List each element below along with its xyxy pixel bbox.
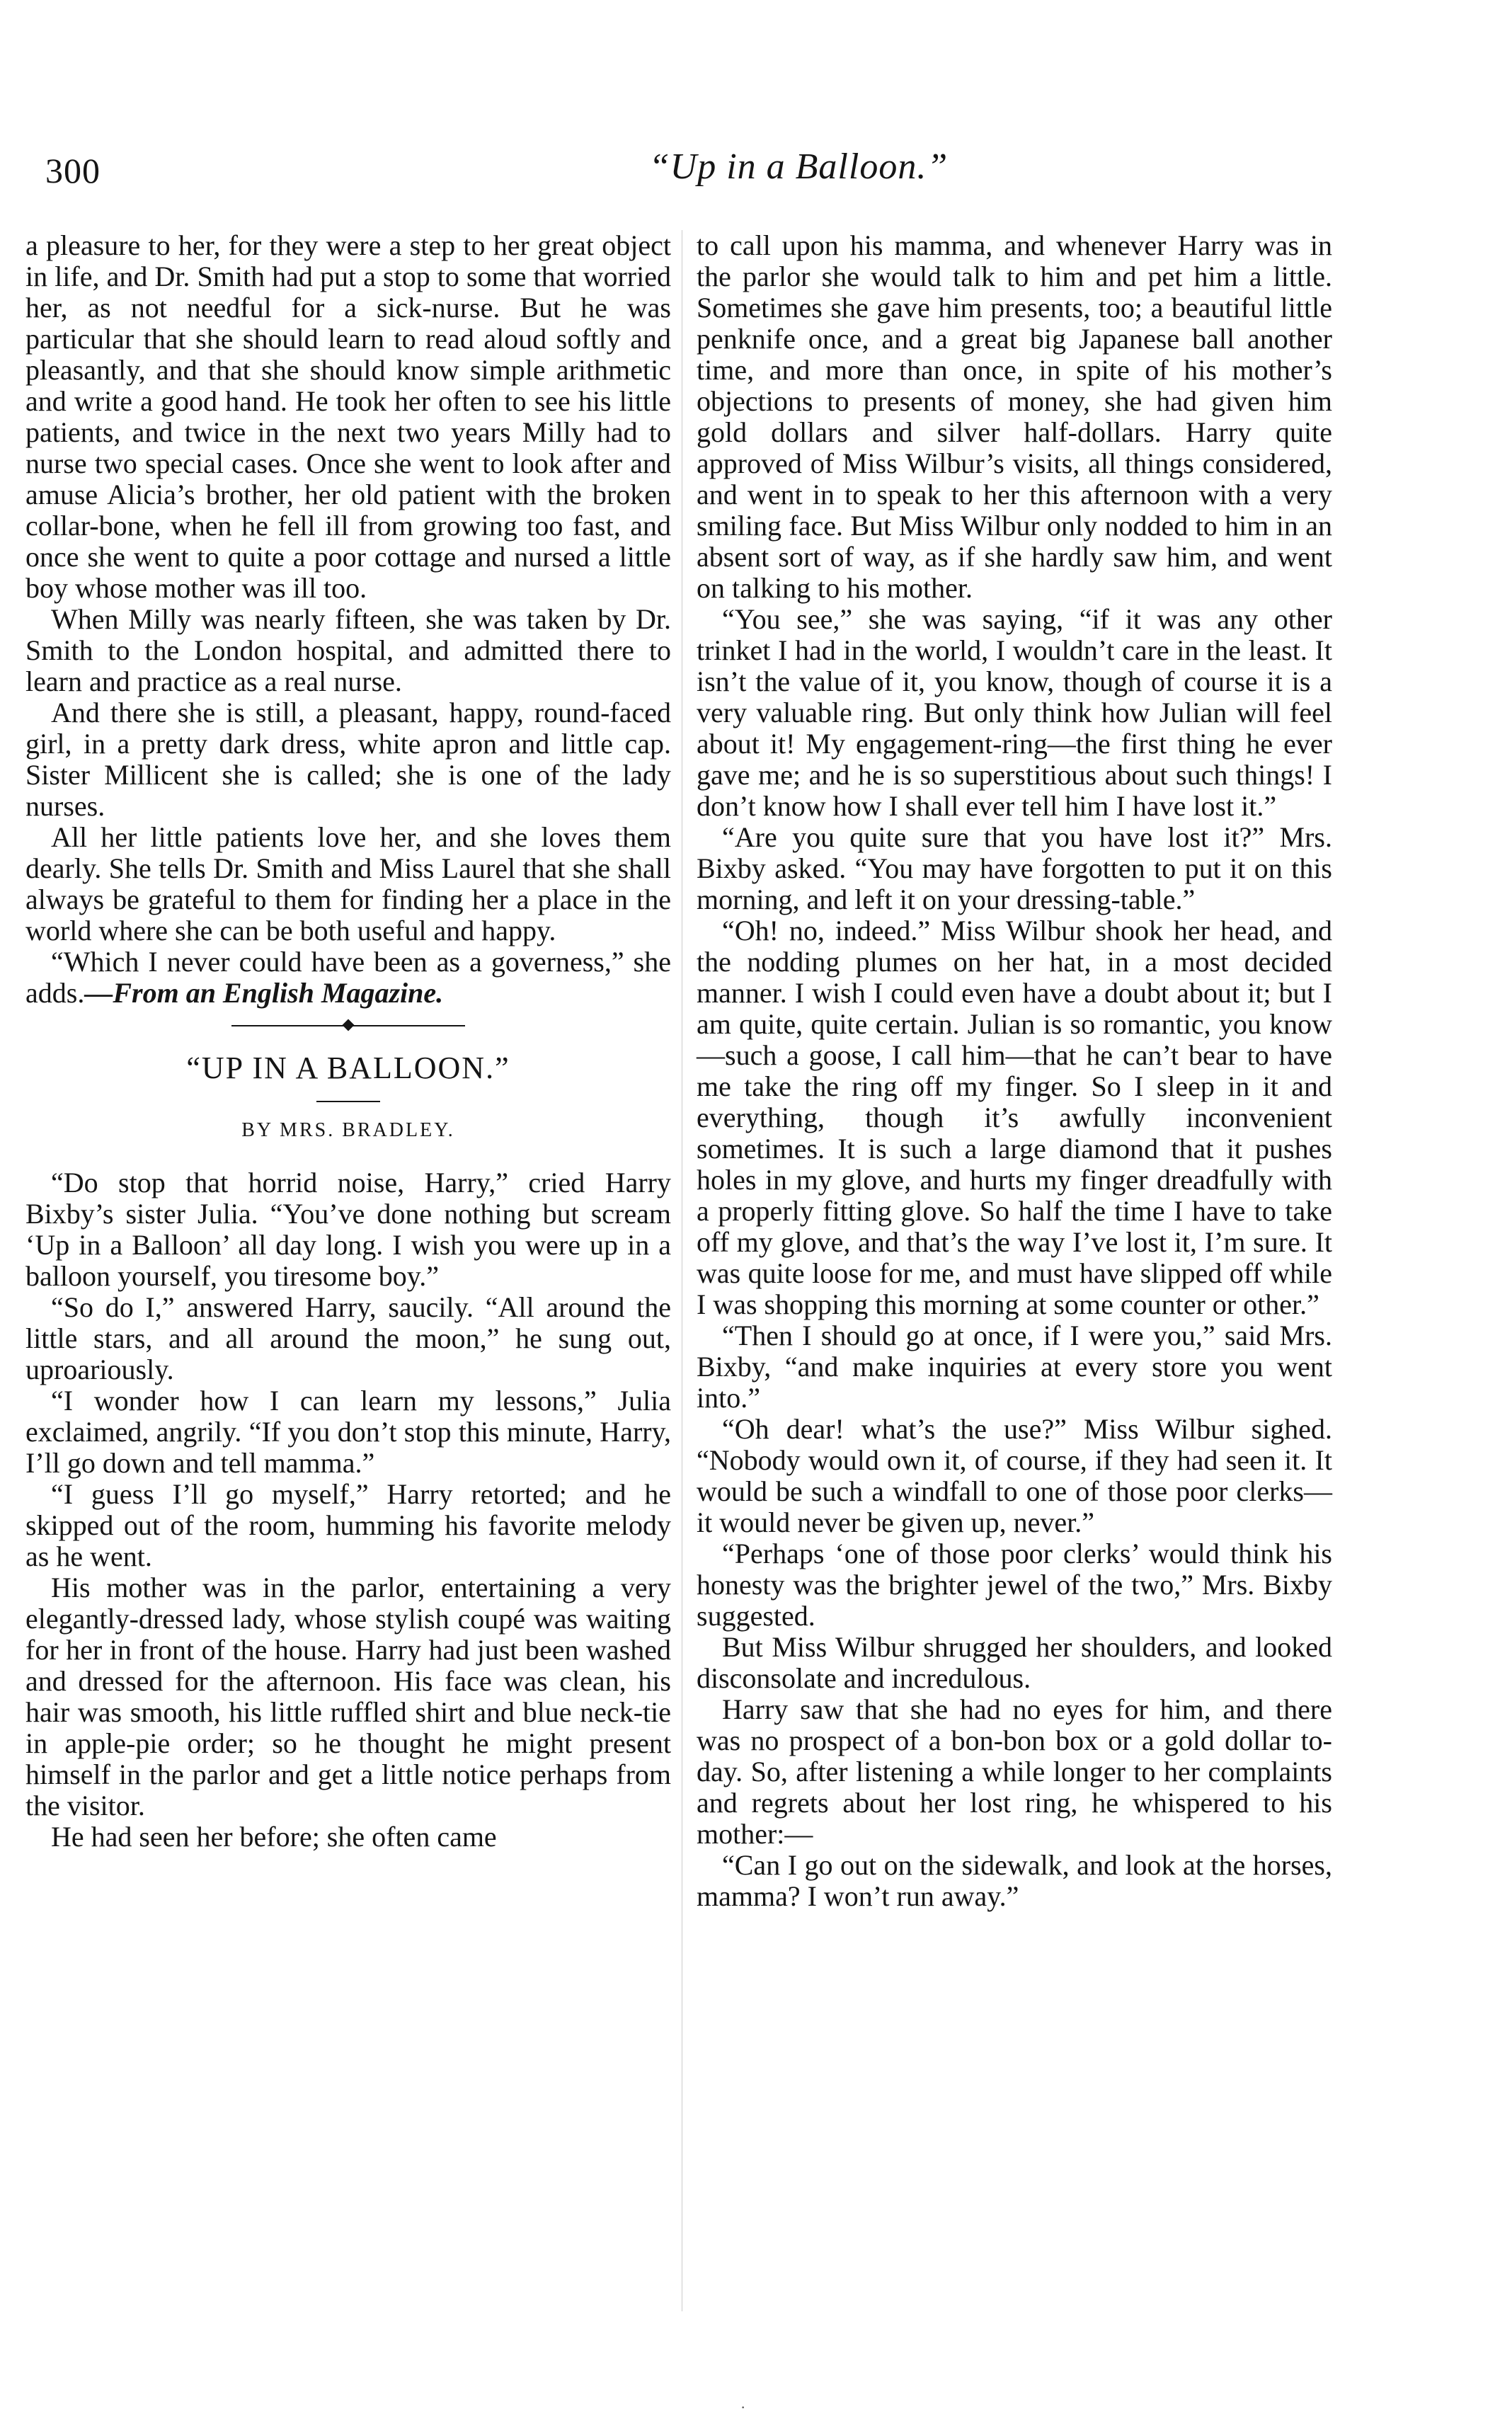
paragraph: “I guess I’ll go myself,” Harry retorted; and he skipped out of the room, humming his favorite melody as he went. [25,1478,671,1572]
paragraph: “Oh dear! what’s the use?” Miss Wilbur sighed. “Nobody would own it, of course, if they had seen it. It would be such a windfall to one of those poor clerks—it would never be given up, never.” [697,1413,1332,1538]
paragraph: a pleasure to her, for they were a step to her great object in life, and Dr. Smith had put a stop to some that worried her, as not needful for a sick-nurse. But he was particular that she should learn to read aloud softly and pleasantly, and that she should know simple arithmetic and write a good hand. He took her often to see his little patients, and twice in the next two years Milly had to nurse two special cases. Once she went to look after and amuse Alicia’s brother, her old patient with the broken collar-bone, when he fell ill from growing too fast, and once she went to quite a poor cottage and nursed a little boy whose mother was ill too. [25,229,671,604]
paragraph: “So do I,” answered Harry, saucily. “All around the little stars, and all around the moon,” he sung out, uproariously. [25,1291,671,1385]
right-column [697,230,1332,1912]
paragraph: When Milly was nearly fifteen, she was taken by Dr. Smith to the London hospital, and admitted there to learn and practice as a real nurse. [25,603,671,697]
paragraph [25,946,671,1009]
paragraph: All her little patients love her, and she loves them dearly. She tells Dr. Smith and Miss Laurel that she shall always be grateful to them for finding her a place in the world where she can be both useful and happy. [25,821,671,946]
paragraph: Harry saw that she had no eyes for him, and there was no prospect of a bon-bon box or a gold dollar to-day. So, after listening a while longer to her complaints and regrets about her lost ring, he whispered to his mother:— [697,1693,1332,1850]
diamond-ornament-icon [343,1019,355,1031]
paragraph: “I wonder how I can learn my lessons,” Julia exclaimed, angrily. “If you don’t stop this minute, Harry, I’ll go down and tell mamma.” [25,1385,671,1479]
paragraph: He had seen her before; she often came [51,1821,497,1853]
paragraph: “Are you quite sure that you have lost it?” Mrs. Bixby asked. “You may have forgotten to put it on this morning, and left it on your dressing-table.” [697,821,1332,915]
paragraph-text: “Which I never could have been as a governess,” she adds. [25,946,671,1009]
column-divider [682,230,683,2311]
paragraph: “Oh! no, indeed.” Miss Wilbur shook her head, and the nodding plumes on her hat, in a most decided manner. I wish I could even have a doubt about it; but I am quite, quite certain. Julian is so romantic, you know—such a goose, I call him—that he can’t bear to have me take the ring off my finger. So I sleep in it and everything, though it’s awfully inconvenient sometimes. It is such a large diamond that it pushes holes in my glove, and hurts my finger dreadfully with a properly fitting glove. So half the time I have to take off my glove, and that’s the way I’ve lost it, I’m sure. It was quite loose for me, and must have slipped off while I was shopping this morning at some counter or other.” [697,915,1332,1320]
paragraph: His mother was in the parlor, entertaining a very elegantly-dressed lady, whose stylish coupé was waiting for her in front of the house. Harry had just been washed and dressed for the afternoon. His face was clean, his hair was smooth, his little ruffled shirt and blue neck-tie in apple-pie order; so he thought he might present himself in the parlor and get a little notice perhaps from the visitor. [25,1572,671,1821]
paragraph: “Then I should go at once, if I were you,” said Mrs. Bixby, “and make inquiries at every store you went into.” [697,1320,1332,1414]
print-speck: · [740,2398,746,2416]
page-number: 300 [45,151,101,190]
left-column [25,230,671,1853]
title-rule [316,1101,380,1102]
paragraph: to call upon his mamma, and whenever Harry was in the parlor she would talk to him and pet him a little. Sometimes she gave him presents, too; a beautiful little penknife once, and a great big Japanese ball another time, and more than once, in spite of his mother’s objections to presents of money, she had given him gold dollars and silver half-dollars. Harry quite approved of Miss Wilbur’s visits, all things considered, and went in to speak to her this afternoon with a very smiling face. But Miss Wilbur only nodded to him in an absent sort of way, as if she hardly saw him, and went on talking to his mother. [697,229,1332,604]
paragraph: And there she is still, a pleasant, happy, round-faced girl, in a pretty dark dress, white apron and little cap. Sister Millicent she is called; she is one of the lady nurses. [25,697,671,822]
paragraph: “Perhaps ‘one of those poor clerks’ would think his honesty was the brighter jewel of the two,” Mrs. Bixby suggested. [697,1538,1332,1632]
attribution: —From an English Magazine. [84,977,444,1009]
paragraph: “Do stop that horrid noise, Harry,” cried Harry Bixby’s sister Julia. “You’ve done nothing but scream ‘Up in a Balloon’ all day long. I wish you were up in a balloon yourself, you tiresome boy.” [25,1167,671,1292]
section-divider [231,1023,465,1029]
paragraph: But Miss Wilbur shrugged her shoulders, and looked disconsolate and incredulous. [697,1631,1332,1694]
byline: BY MRS. BRADLEY. [241,1119,455,1141]
article-title: “UP IN A BALLOON.” [186,1051,510,1085]
paragraph: “You see,” she was saying, “if it was any other trinket I had in the world, I wouldn’t care in the least. It isn’t the value of it, you know, though of course it is a very valuable ring. But only think how Julian will feel about it! My engagement-ring—the first thing he ever gave me; and he is so superstitious about such things! I don’t know how I shall ever tell him I have lost it.” [697,603,1332,822]
paragraph: “Can I go out on the sidewalk, and look at the horses, mamma? I won’t run away.” [697,1849,1332,1912]
running-head: “Up in a Balloon.” [648,147,949,187]
